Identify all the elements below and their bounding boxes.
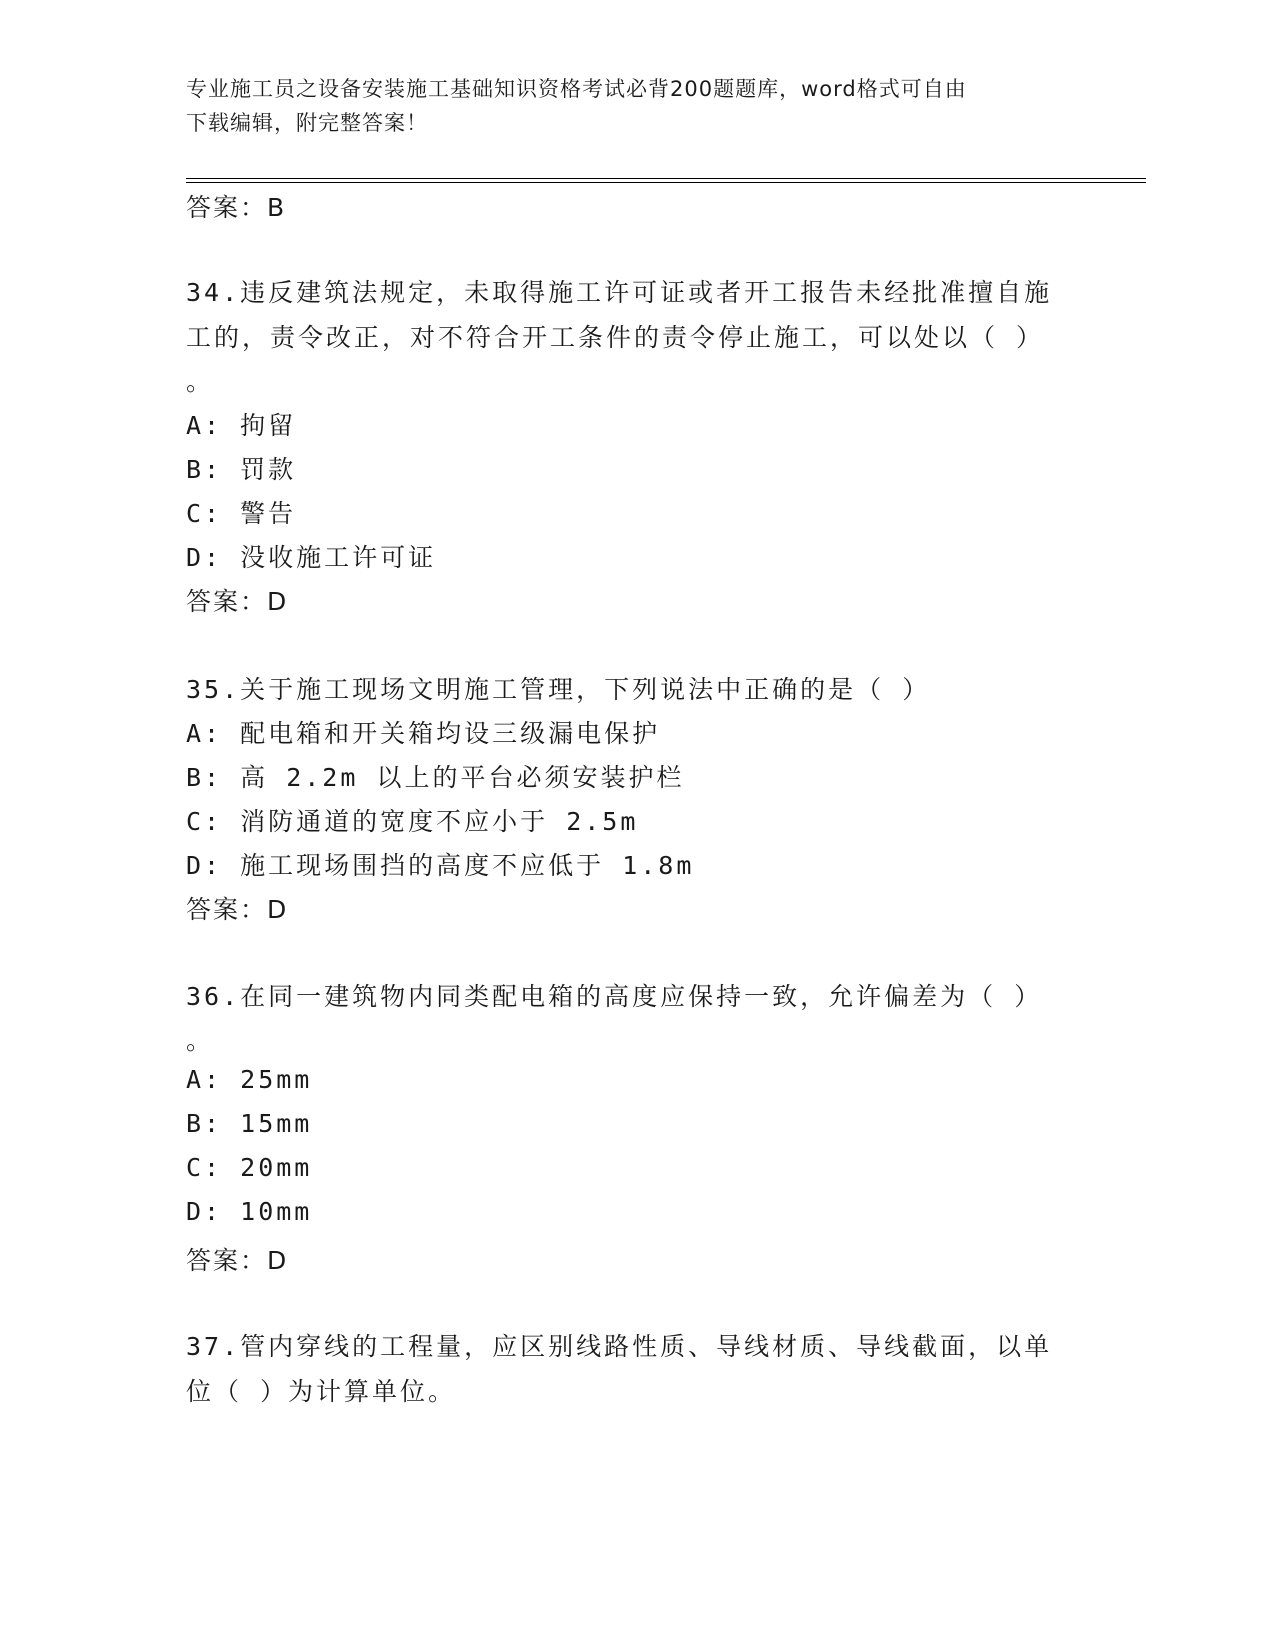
q36-answer: 答案：D [186,1246,289,1275]
q34-answer: 答案：D [186,587,289,616]
q35-answer: 答案：D [186,895,289,924]
q34-text-line-3: 。 [186,367,215,396]
q34-option-b: B: 罚款 [186,455,297,484]
q36-option-d: D: 10mm [186,1197,313,1226]
q37-text-line-1: 37.管内穿线的工程量，应区别线路性质、导线材质、导线截面，以单 [186,1332,1053,1361]
header-divider-bottom [186,182,1146,183]
q37-text-line-2: 位（ ）为计算单位。 [186,1377,457,1406]
q36-option-b: B: 15mm [186,1109,313,1138]
q35-option-c: C: 消防通道的宽度不应小于 2.5m [186,807,639,836]
q36-option-c: C: 20mm [186,1153,313,1182]
q34-text-line-2: 工的，责令改正，对不符合开工条件的责令停止施工，可以处以（ ） [186,323,1045,352]
q35-option-b: B: 高 2.2m 以上的平台必须安装护栏 [186,763,685,792]
q36-text-line-1: 36.在同一建筑物内同类配电箱的高度应保持一致，允许偏差为（ ） [186,982,1043,1011]
q34-option-a: A: 拘留 [186,411,297,440]
header-line-2: 下载编辑，附完整答案！ [186,111,428,135]
q35-option-a: A: 配电箱和开关箱均设三级漏电保护 [186,719,661,748]
q34-option-c: C: 警告 [186,499,297,528]
header-divider-top [186,178,1146,179]
q36-text-line-2: 。 [186,1026,215,1055]
q34-option-d: D: 没收施工许可证 [186,543,437,572]
q35-option-d: D: 施工现场围挡的高度不应低于 1.8m [186,851,695,880]
header-line-1: 专业施工员之设备安装施工基础知识资格考试必背200题题库，word格式可自由 [186,77,967,101]
q35-text-line-1: 35.关于施工现场文明施工管理，下列说法中正确的是（ ） [186,675,931,704]
previous-answer: 答案：B [186,193,287,222]
q34-text-line-1: 34.违反建筑法规定，未取得施工许可证或者开工报告未经批准擅自施 [186,278,1053,307]
q36-option-a: A: 25mm [186,1065,313,1094]
document-header [186,72,1066,140]
